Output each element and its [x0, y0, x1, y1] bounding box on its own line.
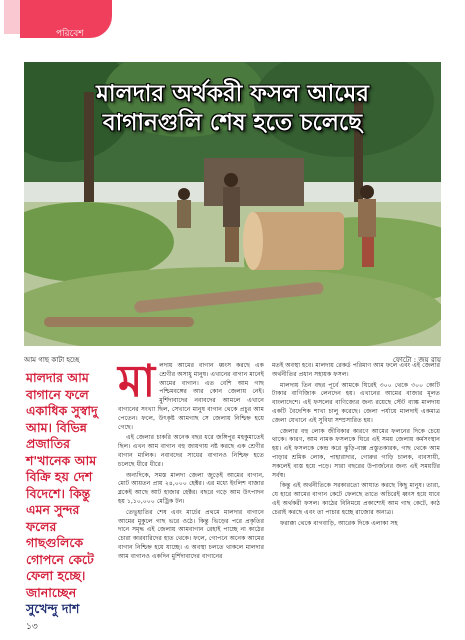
article-column-2: [272, 362, 440, 530]
paragraph: মতই অবস্থা হবে। মালদায় রেকর্ড পরিমাণ আম ফলে এবং এই জেলার অর্থনীতির প্রধান সহায়ক ফসল।: [272, 362, 440, 378]
paragraph: এই জেলার চাকরি অনেক বছর ধরে জঙ্গিপুর মহকুমাতেই ছিল। এখন আম বাগান বহু জায়গায় নষ্ট করছে এক শ্রেণীর বাগান মালিক। নবাবদের সাধের বাগানও নিশ্চিহ্ন হতে চলেছে ধীরে ধীরে।: [118, 434, 264, 468]
paragraph: কিন্তু এই অর্থনীতিকে সরকারতো আঘাত করছে কিছু মানুষ। তারা, যে হারে আমের বাগান কেটে ফেলছে তাতে অচিরেই ধ্বংস হয়ে যাবে এই অর্থকরী ফসল। কাঠের বিনিময়ে প্রকাশ্যেই আম গাছ কেটে, কাঠ চেরাই করছে এবং তা পাচার হচ্ছে রাজ্যের অন্যত্র।: [272, 482, 440, 516]
headline: [24, 80, 441, 138]
paragraph: অন্যদিকে, সমস্ত মালদা জেলা জুড়েই আমের বাগান, মোট আয়তন প্রায় ২৪,০০০ হেক্টর। এর মধ্যে ইংলিশ বাজার ব্লকেই আছে আট হাজার হেক্টর। বছরে গড়ে আম উৎপাদন হয় ১,১০,০০০ মেট্রিক টন।: [118, 471, 264, 505]
photo-caption: আম গাছ কাটা হচ্ছে: [24, 356, 80, 364]
paragraph: জেলার বহু লোক জীবিকার কারণে আমের ফলনের দিকে চেয়ে থাকে। কারণ, আম নামক ফসলকে ঘিরে এই সময় জেলায় কর্মসংস্থান হয়। এই ফসলকে কেন্দ্র করে ঝুড়ি-বাক্স প্রস্তুতকারক, গাছ থেকে আম পাড়ার শ্রমিক লোক, পাহারাদার, গোরুর গাড়ি চালক, ব্যবসায়ী, সকলেই ব্যস্ত হয়ে পড়ে। সারা বছরের উপার্জনের জন্য এই সময়টির সর্বস্ব।: [272, 427, 440, 479]
drop-cap: মা: [118, 356, 156, 407]
headline-line-2: বাগানগুলি শেষ হতে চলেছে: [102, 108, 363, 136]
page-number: ১৩: [26, 622, 38, 632]
paragraph: লদায় আমের বাগান ধ্বংস করছে এক শ্রেণীর অসাধু মানুষ। এখানের বাগান মানেই আমের বাগান। এত বেশি আম গাছ পশ্চিমবঙ্গের আর কোন জেলায় নেই। মুর্শিদাবাদের নবাবদের আমলে এখানে বাগানের সংখ্যা ছিল, সেখানে মানুষ বাগান থেকে প্রচুর আম পেতেন। ফলে, উৎকৃষ্ট আমগাছ সে জেলায় নিশ্চিহ্ন হয়ে গেছে।: [118, 362, 264, 431]
paragraph: ফরাক্কা থেকে বাগবাড়ি, আরেক দিকে এলাকা সহ: [280, 519, 398, 527]
section-label: পরিবেশ: [56, 29, 84, 39]
pull-quote-author: সুখেন্দু দাশ: [26, 601, 80, 616]
pull-quote: [26, 370, 110, 618]
paragraph: মালদায় তিন বছর পূর্বে আমকে ঘিরেই ৩০০ থেকে ৩০০ কোটি টাকার বাণিজ্যিক লেনদেন হয়। এখানের আমের বাজার মূলত বাংলাদেশে। এই ফসলের বাণিজ্যের জন্য রয়েছে স্টেট ব্যাঙ্ক মালদায় একটি বৈদেশিক শাখা চালু করেছে। জেলা পর্যায়ে মালদাই একমাত্র জেলা যেখানে এই সুবিধা সম্প্রসারিত হয়।: [272, 381, 440, 424]
article-column-1: [118, 356, 264, 564]
photo-credit: ফোটো : জয় রায়: [392, 356, 441, 364]
pull-quote-text: মালদার আম বাগানে ফলে একাধিক সুস্বাদু আম। বিভিন্ন প্রজাতির শ'খানেক আম বিক্রি হয় দেশ বিদেশে। কিন্তু এমন সুন্দর ফলের গাছগুলিকে গোপনে কেটে ফেলা হচ্ছে। জানাচ্ছেন: [26, 370, 98, 600]
paragraph: তেভুহাতির শেষ এবং মার্চের প্রথমে মালদার বাগানে আমের মুকুলে গাছ ভরে ওঠে। কিন্তু ভিড়ের পরে প্রকৃতির দানে সমৃদ্ধ এই জেলায় আমবাগান রেহাই পাচ্ছে না কাঠের চোরা কারবারিদের হাত থেকে। ফলে, গোপনে অনেক আমের বাগান নিশ্চিহ্ন হয়ে যাচ্ছে। এ অবস্থা চলতে থাকলে মালদার আম বাগানও একদিন মুর্শিদাবাদের বাগানের: [118, 508, 264, 560]
headline-line-1: মালদার অর্থকরী ফসল আমের: [96, 80, 369, 107]
